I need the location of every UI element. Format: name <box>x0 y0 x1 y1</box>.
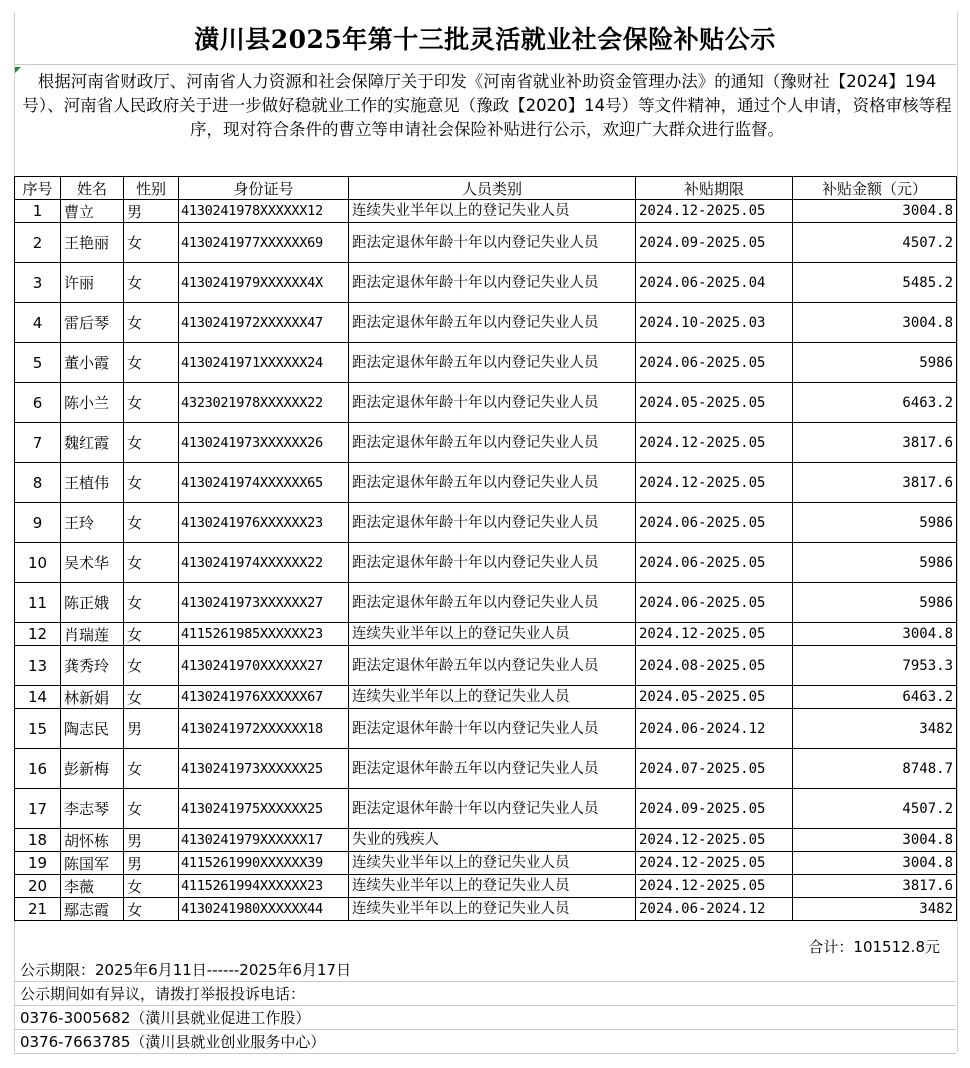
cell-id: 4130241973XXXXXX27 <box>179 583 349 623</box>
cell-category: 距法定退休年龄五年以内登记失业人员 <box>349 463 636 503</box>
cell-no: 7 <box>15 423 61 463</box>
cell-id: 4130241976XXXXXX67 <box>179 686 349 709</box>
cell-period: 2024.07-2025.05 <box>636 749 793 789</box>
cell-gender: 男 <box>124 709 179 749</box>
header-period: 补贴期限 <box>636 177 793 200</box>
cell-id: 4130241977XXXXXX69 <box>179 223 349 263</box>
cell-no: 1 <box>15 200 61 223</box>
cell-id: 4115261994XXXXXX23 <box>179 875 349 898</box>
cell-name: 林新娟 <box>61 686 124 709</box>
cell-name: 王艳丽 <box>61 223 124 263</box>
cell-period: 2024.10-2025.03 <box>636 303 793 343</box>
subsidy-table <box>14 176 957 921</box>
cell-amount: 3004.8 <box>793 623 957 646</box>
cell-no: 14 <box>15 686 61 709</box>
cell-no: 3 <box>15 263 61 303</box>
cell-amount: 3004.8 <box>793 200 957 223</box>
cell-period: 2024.08-2025.05 <box>636 646 793 686</box>
cell-no: 5 <box>15 343 61 383</box>
cell-amount: 3004.8 <box>793 303 957 343</box>
cell-category: 连续失业半年以上的登记失业人员 <box>349 875 636 898</box>
cell-category: 距法定退休年龄十年以内登记失业人员 <box>349 263 636 303</box>
cell-category: 距法定退休年龄五年以内登记失业人员 <box>349 423 636 463</box>
cell-gender: 女 <box>124 623 179 646</box>
cell-gender: 女 <box>124 303 179 343</box>
cell-category: 距法定退休年龄十年以内登记失业人员 <box>349 789 636 829</box>
cell-category: 连续失业半年以上的登记失业人员 <box>349 200 636 223</box>
cell-no: 18 <box>15 829 61 852</box>
cell-name: 董小霞 <box>61 343 124 383</box>
cell-name: 雷后琴 <box>61 303 124 343</box>
cell-name: 龚秀玲 <box>61 646 124 686</box>
cell-id: 4130241973XXXXXX25 <box>179 749 349 789</box>
title-divider <box>14 64 956 65</box>
table-row <box>15 383 957 423</box>
table-row <box>15 343 957 383</box>
cell-id: 4130241975XXXXXX25 <box>179 789 349 829</box>
cell-amount: 3482 <box>793 898 957 921</box>
cell-category: 距法定退休年龄十年以内登记失业人员 <box>349 503 636 543</box>
cell-gender: 男 <box>124 200 179 223</box>
cell-amount: 3817.6 <box>793 423 957 463</box>
cell-period: 2024.05-2025.05 <box>636 383 793 423</box>
cell-gender: 女 <box>124 646 179 686</box>
cell-no: 4 <box>15 303 61 343</box>
cell-no: 11 <box>15 583 61 623</box>
cell-amount: 4507.2 <box>793 789 957 829</box>
cell-id: 4130241974XXXXXX65 <box>179 463 349 503</box>
cell-amount: 5986 <box>793 543 957 583</box>
cell-name: 陈正娥 <box>61 583 124 623</box>
table-row <box>15 263 957 303</box>
cell-gender: 女 <box>124 343 179 383</box>
cell-amount: 5485.2 <box>793 263 957 303</box>
table-row <box>15 223 957 263</box>
cell-gender: 女 <box>124 686 179 709</box>
cell-category: 距法定退休年龄五年以内登记失业人员 <box>349 749 636 789</box>
cell-amount: 5986 <box>793 503 957 543</box>
cell-gender: 女 <box>124 223 179 263</box>
objection-text: 公示期间如有异议，请拨打举报投诉电话： <box>14 982 956 1006</box>
cell-period: 2024.06-2025.05 <box>636 343 793 383</box>
cell-name: 陶志民 <box>61 709 124 749</box>
cell-period: 2024.06-2025.05 <box>636 583 793 623</box>
cell-id: 4130241971XXXXXX24 <box>179 343 349 383</box>
cell-amount: 5986 <box>793 343 957 383</box>
cell-id: 4130241979XXXXXX17 <box>179 829 349 852</box>
cell-period: 2024.12-2025.05 <box>636 829 793 852</box>
cell-category: 距法定退休年龄五年以内登记失业人员 <box>349 646 636 686</box>
cell-id: 4130241972XXXXXX18 <box>179 709 349 749</box>
cell-gender: 女 <box>124 789 179 829</box>
cell-id: 4130241979XXXXXX4X <box>179 263 349 303</box>
cell-gender: 女 <box>124 383 179 423</box>
cell-gender: 女 <box>124 875 179 898</box>
cell-no: 6 <box>15 383 61 423</box>
cell-amount: 3482 <box>793 709 957 749</box>
cell-id: 4130241976XXXXXX23 <box>179 503 349 543</box>
cell-name: 胡怀栋 <box>61 829 124 852</box>
cell-name: 许丽 <box>61 263 124 303</box>
intro-paragraph: 根据河南省财政厅、河南省人力资源和社会保障厅关于印发《河南省就业补助资金管理办法》的通知（豫财社【2024】194号）、河南省人民政府关于进一步做好稳就业工作的实施意见（豫政【2020】14号）等文件精神，通过个人申请，资格审核等程序，现对符合条件的曹立等申请社会保险补贴进行公示，欢迎广大群众进行监督。 <box>22 72 952 139</box>
table-row <box>15 898 957 921</box>
notice-period: 公示期限：2025年6月11日------2025年6月17日 <box>14 958 956 982</box>
cell-category: 连续失业半年以上的登记失业人员 <box>349 623 636 646</box>
cell-amount: 6463.2 <box>793 383 957 423</box>
table-row <box>15 623 957 646</box>
table-row <box>15 543 957 583</box>
total-amount: 合计：101512.8元 <box>808 938 940 956</box>
cell-id: 4115261985XXXXXX23 <box>179 623 349 646</box>
cell-gender: 女 <box>124 898 179 921</box>
header-gender: 性别 <box>124 177 179 200</box>
table-row <box>15 686 957 709</box>
cell-id: 4130241973XXXXXX26 <box>179 423 349 463</box>
cell-period: 2024.06-2025.05 <box>636 503 793 543</box>
cell-name: 鄢志霞 <box>61 898 124 921</box>
cell-period: 2024.12-2025.05 <box>636 852 793 875</box>
cell-period: 2024.06-2024.12 <box>636 898 793 921</box>
header-category: 人员类别 <box>349 177 636 200</box>
cell-no: 13 <box>15 646 61 686</box>
cell-category: 距法定退休年龄十年以内登记失业人员 <box>349 383 636 423</box>
header-id: 身份证号 <box>179 177 349 200</box>
cell-category: 距法定退休年龄五年以内登记失业人员 <box>349 303 636 343</box>
cell-gender: 男 <box>124 852 179 875</box>
cell-period: 2024.12-2025.05 <box>636 463 793 503</box>
cell-name: 魏红霞 <box>61 423 124 463</box>
table-row <box>15 789 957 829</box>
cell-name: 吴术华 <box>61 543 124 583</box>
cell-id: 4130241972XXXXXX47 <box>179 303 349 343</box>
cell-amount: 8748.7 <box>793 749 957 789</box>
cell-no: 12 <box>15 623 61 646</box>
cell-category: 连续失业半年以上的登记失业人员 <box>349 898 636 921</box>
cell-amount: 4507.2 <box>793 223 957 263</box>
cell-name: 王植伟 <box>61 463 124 503</box>
cell-category: 距法定退休年龄五年以内登记失业人员 <box>349 583 636 623</box>
cell-period: 2024.06-2024.12 <box>636 709 793 749</box>
page-title: 潢川县2025年第十三批灵活就业社会保险补贴公示 <box>194 25 776 54</box>
cell-name: 曹立 <box>61 200 124 223</box>
header-name: 姓名 <box>61 177 124 200</box>
cell-gender: 女 <box>124 503 179 543</box>
cell-name: 彭新梅 <box>61 749 124 789</box>
cell-no: 10 <box>15 543 61 583</box>
cell-gender: 女 <box>124 749 179 789</box>
cell-name: 王玲 <box>61 503 124 543</box>
cell-category: 距法定退休年龄十年以内登记失业人员 <box>349 543 636 583</box>
cell-category: 连续失业半年以上的登记失业人员 <box>349 852 636 875</box>
cell-period: 2024.06-2025.05 <box>636 543 793 583</box>
cell-name: 肖瑞莲 <box>61 623 124 646</box>
cell-period: 2024.09-2025.05 <box>636 789 793 829</box>
cell-gender: 女 <box>124 583 179 623</box>
table-row <box>15 423 957 463</box>
header-no: 序号 <box>15 177 61 200</box>
cell-no: 16 <box>15 749 61 789</box>
cell-name: 陈国军 <box>61 852 124 875</box>
cell-id: 4323021978XXXXXX22 <box>179 383 349 423</box>
cell-no: 20 <box>15 875 61 898</box>
cell-name: 李志琴 <box>61 789 124 829</box>
cell-name: 陈小兰 <box>61 383 124 423</box>
table-row <box>15 583 957 623</box>
cell-id: 4130241970XXXXXX27 <box>179 646 349 686</box>
cell-amount: 3817.6 <box>793 463 957 503</box>
cell-gender: 男 <box>124 829 179 852</box>
cell-period: 2024.12-2025.05 <box>636 200 793 223</box>
cell-amount: 3004.8 <box>793 852 957 875</box>
cell-period: 2024.09-2025.05 <box>636 223 793 263</box>
table-row <box>15 503 957 543</box>
cell-period: 2024.06-2025.04 <box>636 263 793 303</box>
table-row <box>15 646 957 686</box>
header-amount: 补贴金额（元） <box>793 177 957 200</box>
cell-id: 4130241978XXXXXX12 <box>179 200 349 223</box>
table-row <box>15 749 957 789</box>
table-row <box>15 200 957 223</box>
cell-category: 失业的残疾人 <box>349 829 636 852</box>
cell-period: 2024.12-2025.05 <box>636 875 793 898</box>
cell-no: 21 <box>15 898 61 921</box>
cell-category: 距法定退休年龄十年以内登记失业人员 <box>349 223 636 263</box>
cell-name: 李薇 <box>61 875 124 898</box>
cell-no: 9 <box>15 503 61 543</box>
cell-amount: 3817.6 <box>793 875 957 898</box>
table-header-row <box>15 177 957 200</box>
cell-amount: 3004.8 <box>793 829 957 852</box>
cell-no: 15 <box>15 709 61 749</box>
cell-gender: 女 <box>124 463 179 503</box>
phone-line-2: 0376-7663785（潢川县就业创业服务中心） <box>14 1030 956 1054</box>
cell-period: 2024.05-2025.05 <box>636 686 793 709</box>
cell-category: 距法定退休年龄十年以内登记失业人员 <box>349 709 636 749</box>
cell-no: 8 <box>15 463 61 503</box>
cell-id: 4130241980XXXXXX44 <box>179 898 349 921</box>
cell-id: 4115261990XXXXXX39 <box>179 852 349 875</box>
table-row <box>15 463 957 503</box>
cell-gender: 女 <box>124 263 179 303</box>
cell-period: 2024.12-2025.05 <box>636 423 793 463</box>
table-row <box>15 829 957 852</box>
cell-id: 4130241974XXXXXX22 <box>179 543 349 583</box>
cell-amount: 6463.2 <box>793 686 957 709</box>
cell-no: 2 <box>15 223 61 263</box>
table-row <box>15 875 957 898</box>
table-row <box>15 303 957 343</box>
phone-line-1: 0376-3005682（潢川县就业促进工作股） <box>14 1006 956 1030</box>
cell-no: 17 <box>15 789 61 829</box>
cell-category: 距法定退休年龄五年以内登记失业人员 <box>349 343 636 383</box>
table-row <box>15 852 957 875</box>
table-row <box>15 709 957 749</box>
cell-period: 2024.12-2025.05 <box>636 623 793 646</box>
cell-no: 19 <box>15 852 61 875</box>
cell-amount: 5986 <box>793 583 957 623</box>
cell-gender: 女 <box>124 423 179 463</box>
cell-amount: 7953.3 <box>793 646 957 686</box>
cell-category: 连续失业半年以上的登记失业人员 <box>349 686 636 709</box>
cell-gender: 女 <box>124 543 179 583</box>
